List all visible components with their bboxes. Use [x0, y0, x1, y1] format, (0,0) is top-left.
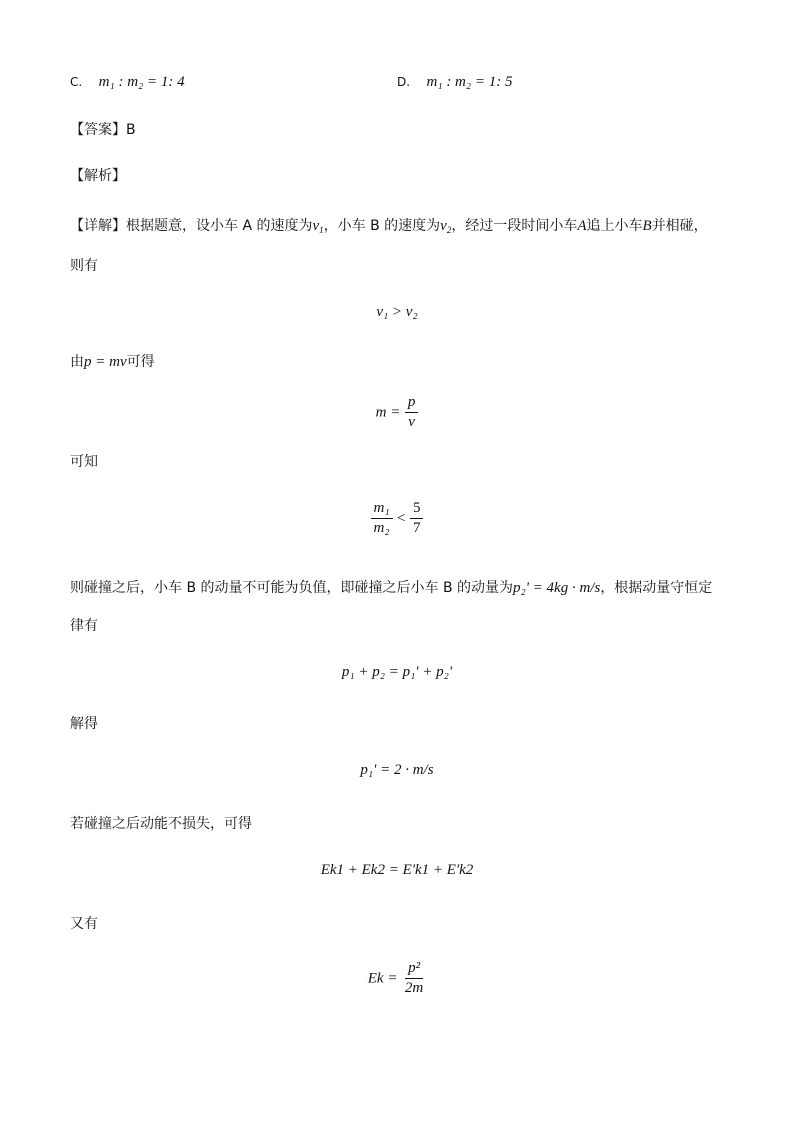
text-thus-known: 可知 [70, 454, 98, 470]
fraction-p-over-v [405, 394, 419, 431]
equation-mass [0, 394, 794, 431]
fraction-numerator: p² [405, 960, 423, 979]
text-from-a: 由 [70, 354, 84, 370]
equation-mass-ratio [0, 500, 794, 537]
fraction-numerator: 5 [410, 500, 424, 519]
detail-text-c: ，经过一段时间小车 [451, 218, 578, 234]
collision-text-a: 则碰撞之后，小车 B 的动量不可能为负值，即碰撞之后小车 B 的动量为 [70, 580, 514, 596]
answer-tag: 【答案】 [70, 122, 126, 138]
detail-text-b: ，小车 B 的速度为 [323, 218, 441, 234]
momentum-formula: p = mv [84, 354, 127, 370]
car-a-symbol: A [577, 218, 587, 234]
text-also-have: 又有 [70, 916, 98, 932]
option-c-expression: m₁ : m₂ = 1: 4 [98, 74, 185, 90]
collision-line-1 [70, 578, 712, 598]
fraction-p2-over-2m [402, 960, 426, 997]
detail-text-a: 根据题意，设小车 A 的速度为 [126, 218, 313, 234]
v2-symbol: $v_2$ [440, 218, 452, 235]
fraction-denominator: 2m [404, 980, 424, 996]
v1-symbol: $v_1$ [312, 218, 324, 235]
equation-mass-lhs: m = [375, 404, 401, 421]
momentum-b-after: p₂' = 4kg · m/s [513, 580, 601, 596]
fraction-5-over-7 [410, 500, 424, 537]
answer-value: B [126, 122, 136, 138]
detail-tag: 【详解】 [70, 218, 126, 234]
option-d-label: D. [397, 75, 411, 89]
equation-kinetic-energy-conservation: Ek1 + Ek2 = E'k1 + E'k2 [320, 862, 474, 878]
equation-velocity-compare: v₁ > v₂ [376, 304, 418, 320]
collision-line-2: 律有 [70, 618, 98, 634]
option-d [397, 72, 512, 92]
answer-line [70, 120, 136, 140]
option-c [70, 72, 185, 92]
fraction-denominator: m₂ [373, 520, 390, 536]
detail-text-e: 并相碰， [651, 218, 708, 234]
collision-text-b: ，根据动量守恒定 [600, 580, 713, 596]
equation-kinetic-energy [0, 960, 794, 997]
text-solve: 解得 [70, 716, 98, 732]
detail-text-d: 追上小车 [586, 218, 643, 234]
fraction-denominator: 7 [412, 520, 421, 536]
text-from-momentum [70, 352, 155, 372]
fraction-numerator: m₁ [371, 500, 393, 519]
text-from-b: 可得 [126, 354, 155, 370]
equation-p1-after: p₁' = 2 · m/s [360, 762, 434, 778]
equation-momentum-conservation: p₁ + p₂ = p₁' + p₂' [341, 664, 453, 680]
option-d-expression: m₁ : m₂ = 1: 5 [426, 74, 513, 90]
fraction-m1-over-m2 [371, 500, 393, 537]
fraction-numerator: p [405, 394, 419, 413]
equation-ke-lhs: Ek = [367, 970, 398, 987]
detail-line-1 [70, 216, 708, 240]
less-than-sign: < [397, 510, 406, 527]
car-b-symbol: B [642, 218, 652, 234]
option-c-label: C. [70, 75, 83, 89]
detail-line-2: 则有 [70, 258, 98, 274]
text-energy-conserved: 若碰撞之后动能不损失，可得 [70, 816, 252, 832]
analysis-tag: 【解析】 [70, 168, 126, 184]
fraction-denominator: v [408, 414, 415, 430]
